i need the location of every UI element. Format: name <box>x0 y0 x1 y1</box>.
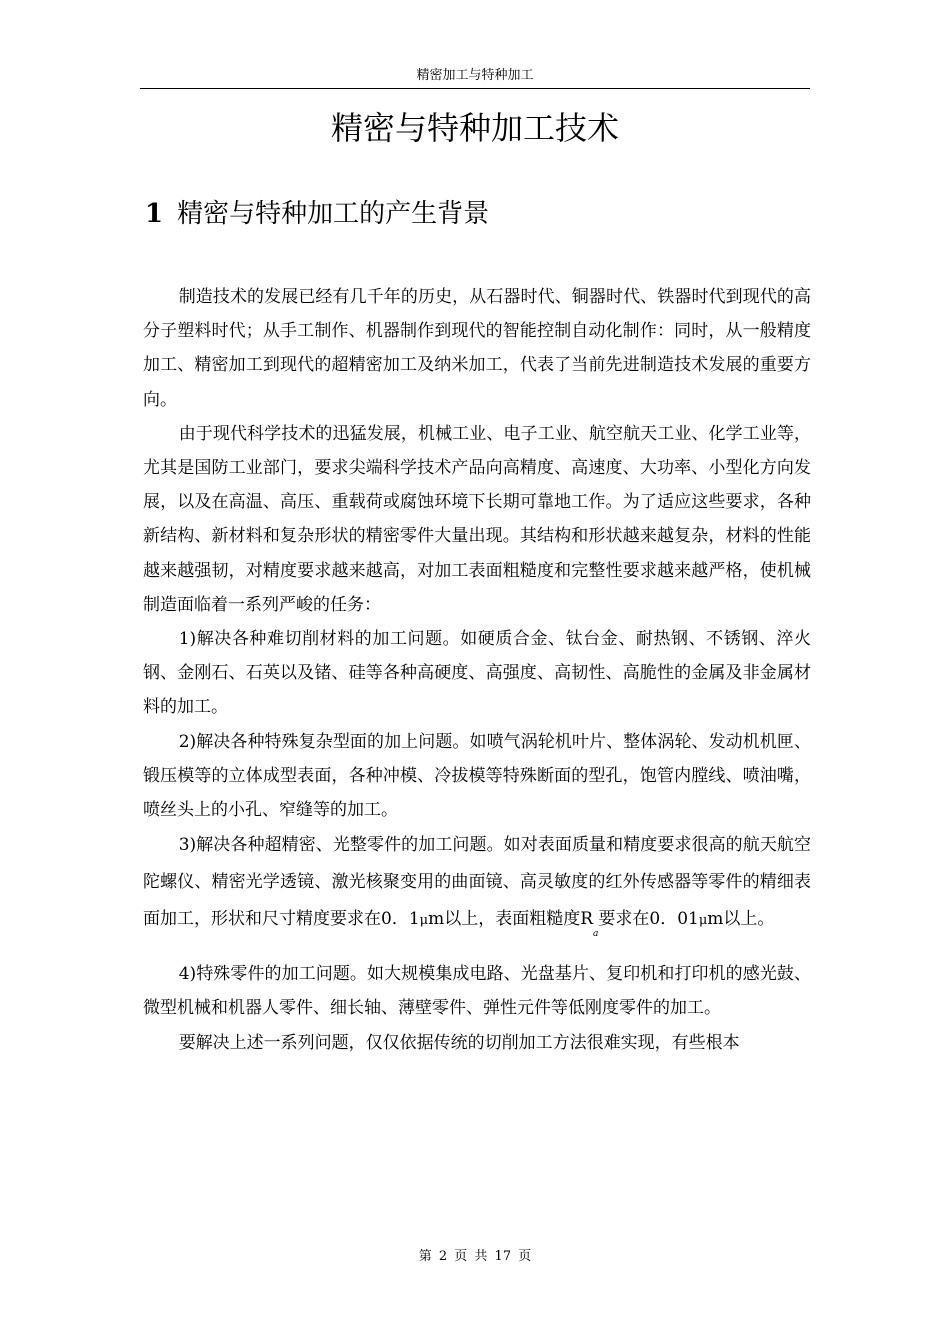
paragraph-7: 要解决上述一系列问题，仅仅依据传统的切削加工方法很难实现，有些根本 <box>178 1032 740 1053</box>
paragraph-5-part-b: m以上，表面粗糙度R <box>428 909 594 930</box>
running-header: 精密加工与特种加工 <box>416 68 534 83</box>
section-title: 精密与特种加工的产生背景 <box>177 199 490 229</box>
micro-symbol: μ <box>419 913 429 929</box>
micro-symbol: μ <box>698 913 708 929</box>
paragraph-4: 2)解决各种特殊复杂型面的加上问题。如喷气涡轮机叶片、整体涡轮、发动机机匣、锻压模等的立体成型表面，各种冲模、冷拔模等特殊断面的型孔，饱管内膛线、喷油嘴，喷丝头上的小孔、窄缝等的加工。 <box>143 731 811 821</box>
paragraph-5 <box>143 827 811 953</box>
body-text <box>143 280 811 1060</box>
paragraph-5-part-a: 3)解决各种超精密、光整零件的加工问题。如对表面质量和精度要求很高的航天航空陀螺仪、精密光学透镜、激光核聚变用的曲面镜、高灵敏度的红外传感器等零件的精细表面加工，形状和尺寸精度要求在0．1 <box>143 835 811 930</box>
section-heading <box>145 192 810 236</box>
paragraph-3: 1)解决各种难切削材料的加工问题。如硬质合金、钛台金、耐热钢、不锈钢、淬火钢、金刚石、石英以及锗、硅等各种高硬度、高强度、高韧性、高脆性的金属及非金属材料的加工。 <box>143 629 811 718</box>
roughness-subscript: a <box>593 929 599 940</box>
paragraph-5-part-d: m以上。 <box>707 909 775 930</box>
paragraph-6: 4)特殊零件的加工问题。如大规模集成电路、光盘基片、复印机和打印机的感光鼓、微型机械和机器人零件、细长轴、薄壁零件、弹性元件等低刚度零件的加工。 <box>143 964 811 1019</box>
paragraph-1: 制造技术的发展已经有几千年的历史，从石器时代、铜器时代、铁器时代到现代的高分子塑料时代；从手工制作、机器制作到现代的智能控制自动化制作：同时，从一般精度加工、精密加工到现代的超精密加工及纳米加工，代表了当前先进制造技术发展的重要方向。 <box>143 287 811 410</box>
header-rule <box>140 88 810 89</box>
document-title: 精密与特种加工技术 <box>330 109 619 147</box>
section-number: 1 <box>145 199 164 229</box>
paragraph-2: 由于现代科学技术的迅猛发展，机械工业、电子工业、航空航天工业、化学工业等，尤其是国防工业部门，要求尖端科学技术产品向高精度、高速度、大功率、小型化方向发展，以及在高温、高压、重载荷或腐蚀环境下长期可靠地工作。为了适应这些要求，各种新结构、新材料和复杂形状的精密零件大量出现。其结构和形状越来越复杂，材料的性能越来越强韧，对精度要求越来越高，对加工表面粗糙度和完整性要求越来越严格，使机械制造面临着一系列严峻的任务： <box>143 423 811 615</box>
page-number-footer: 第 2 页 共 17 页 <box>418 1249 532 1264</box>
paragraph-5-part-c: 要求在0．01 <box>598 909 699 930</box>
